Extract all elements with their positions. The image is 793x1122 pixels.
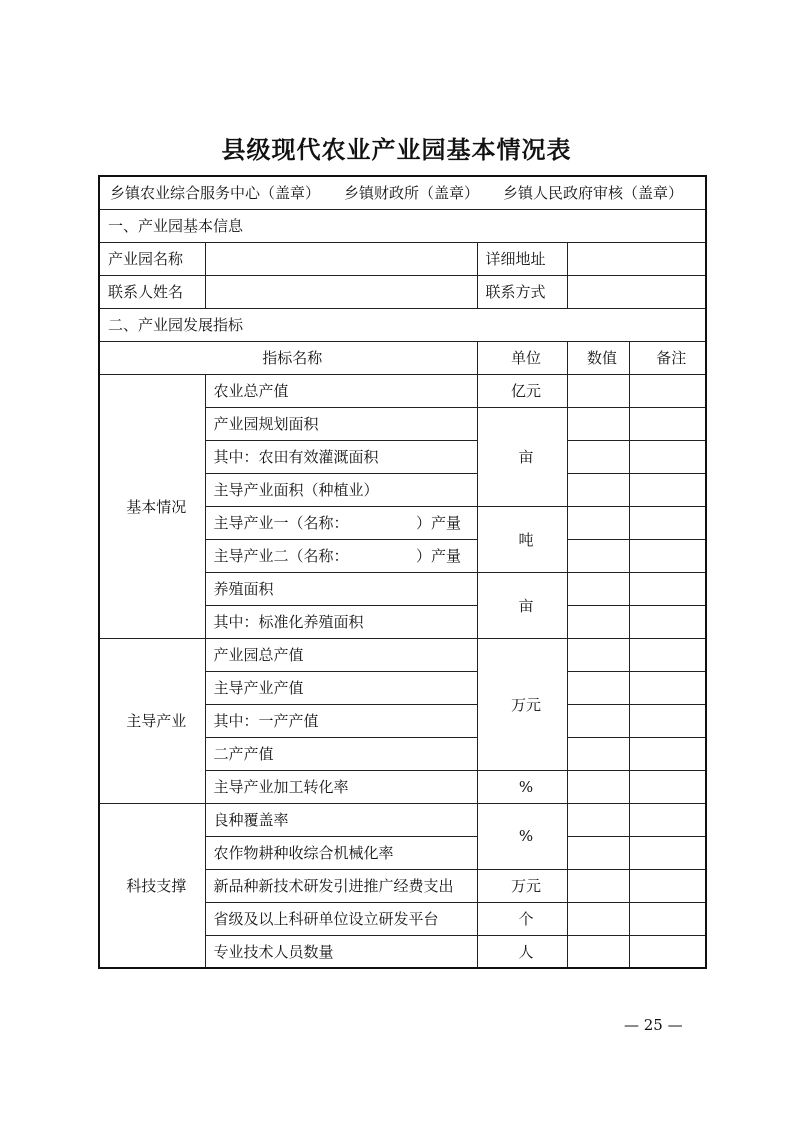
indicator-label: 新品种新技术研发引进推广经费支出 — [205, 869, 477, 902]
indicator-label: 其中：农田有效灌溉面积 — [205, 440, 477, 473]
unit-cell: % — [477, 770, 567, 803]
value-cell[interactable] — [567, 902, 629, 935]
note-cell[interactable] — [629, 605, 706, 638]
note-cell[interactable] — [629, 803, 706, 836]
indicator-label: 主导产业加工转化率 — [205, 770, 477, 803]
header-unit: 单位 — [477, 341, 567, 374]
value-cell[interactable] — [567, 605, 629, 638]
value-cell[interactable] — [567, 539, 629, 572]
value-cell[interactable] — [567, 671, 629, 704]
header-value: 数值 — [567, 341, 629, 374]
value-cell[interactable] — [567, 869, 629, 902]
section-indicators: 二、产业园发展指标 — [99, 308, 706, 341]
unit-cell: 人 — [477, 935, 567, 968]
value-cell[interactable] — [567, 572, 629, 605]
indicator-label: 主导产业二（名称： ）产量 — [205, 539, 477, 572]
indicator-label: 养殖面积 — [205, 572, 477, 605]
value-cell[interactable] — [567, 638, 629, 671]
value-cell[interactable] — [567, 704, 629, 737]
contact-method-label: 联系方式 — [477, 275, 567, 308]
indicator-label: 其中：标准化养殖面积 — [205, 605, 477, 638]
section-basic-info: 一、产业园基本信息 — [99, 209, 706, 242]
value-cell[interactable] — [567, 803, 629, 836]
value-cell[interactable] — [567, 737, 629, 770]
unit-cell: 万元 — [477, 869, 567, 902]
unit-cell: 亩 — [477, 407, 567, 506]
note-cell[interactable] — [629, 902, 706, 935]
address-label: 详细地址 — [477, 242, 567, 275]
note-cell[interactable] — [629, 770, 706, 803]
stamp-government: 乡镇人民政府审核（盖章） — [503, 184, 684, 203]
note-cell[interactable] — [629, 836, 706, 869]
group-tech: 科技支撑 — [99, 803, 205, 968]
contact-method-field[interactable] — [567, 275, 706, 308]
value-cell[interactable] — [567, 473, 629, 506]
info-table — [98, 175, 707, 969]
unit-cell: 个 — [477, 902, 567, 935]
indicator-label: 良种覆盖率 — [205, 803, 477, 836]
value-cell[interactable] — [567, 935, 629, 968]
address-field[interactable] — [567, 242, 706, 275]
note-cell[interactable] — [629, 407, 706, 440]
group-basic: 基本情况 — [99, 374, 205, 638]
stamp-finance-office: 乡镇财政所（盖章） — [344, 184, 480, 203]
indicator-label: 二产产值 — [205, 737, 477, 770]
value-cell[interactable] — [567, 407, 629, 440]
unit-cell: 亿元 — [477, 374, 567, 407]
contact-name-label: 联系人姓名 — [99, 275, 205, 308]
note-cell[interactable] — [629, 869, 706, 902]
indicator-label: 主导产业一（名称： ）产量 — [205, 506, 477, 539]
note-cell[interactable] — [629, 737, 706, 770]
indicator-label: 省级及以上科研单位设立研发平台 — [205, 902, 477, 935]
note-cell[interactable] — [629, 671, 706, 704]
stamps-row — [99, 176, 706, 209]
group-leading: 主导产业 — [99, 638, 205, 803]
value-cell[interactable] — [567, 836, 629, 869]
note-cell[interactable] — [629, 473, 706, 506]
value-cell[interactable] — [567, 374, 629, 407]
park-name-label: 产业园名称 — [99, 242, 205, 275]
note-cell[interactable] — [629, 374, 706, 407]
value-cell[interactable] — [567, 440, 629, 473]
indicator-label: 农作物耕种收综合机械化率 — [205, 836, 477, 869]
contact-name-field[interactable] — [205, 275, 477, 308]
indicator-label: 主导产业产值 — [205, 671, 477, 704]
indicator-label: 产业园规划面积 — [205, 407, 477, 440]
note-cell[interactable] — [629, 935, 706, 968]
note-cell[interactable] — [629, 440, 706, 473]
unit-cell: 吨 — [477, 506, 567, 572]
page-number: — 25 — — [624, 1016, 683, 1034]
note-cell[interactable] — [629, 704, 706, 737]
header-note: 备注 — [629, 341, 706, 374]
note-cell[interactable] — [629, 638, 706, 671]
header-indicator: 指标名称 — [99, 341, 477, 374]
park-name-field[interactable] — [205, 242, 477, 275]
indicator-label: 产业园总产值 — [205, 638, 477, 671]
unit-cell: 万元 — [477, 638, 567, 770]
unit-cell: 亩 — [477, 572, 567, 638]
stamp-service-center: 乡镇农业综合服务中心（盖章） — [110, 184, 321, 203]
indicator-label: 其中：一产产值 — [205, 704, 477, 737]
indicator-label: 主导产业面积（种植业） — [205, 473, 477, 506]
unit-cell: % — [477, 803, 567, 869]
indicator-label: 农业总产值 — [205, 374, 477, 407]
value-cell[interactable] — [567, 770, 629, 803]
indicator-label: 专业技术人员数量 — [205, 935, 477, 968]
value-cell[interactable] — [567, 506, 629, 539]
page-title: 县级现代农业产业园基本情况表 — [221, 135, 572, 164]
note-cell[interactable] — [629, 506, 706, 539]
note-cell[interactable] — [629, 572, 706, 605]
note-cell[interactable] — [629, 539, 706, 572]
